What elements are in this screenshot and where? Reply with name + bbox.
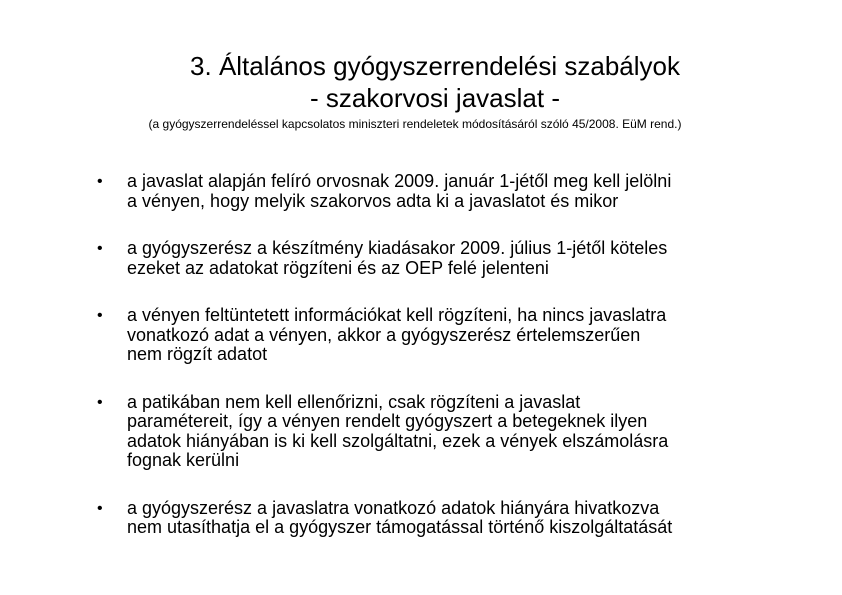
list-item xyxy=(95,239,795,278)
list-item xyxy=(95,393,795,471)
list-item xyxy=(95,499,795,538)
bullet-icon: • xyxy=(97,173,103,190)
list-item-text: a gyógyszerész a javaslatra vonatkozó adatok hiányára hivatkozva nem utasíthatja el a gyógyszer támogatással történő kiszolgáltatását xyxy=(127,497,673,537)
bullet-list xyxy=(95,172,795,538)
list-item-text: a gyógyszerész a készítmény kiadásakor 2009. július 1-jétől köteles ezeket az adatokat rögzíteni és az OEP felé jelenteni xyxy=(127,238,668,278)
bullet-icon: • xyxy=(97,307,103,324)
list-item-text: a javaslat alapján felíró orvosnak 2009. január 1-jétől meg kell jelölni a vényen, hogy melyik szakorvos adta ki a javaslatot és mikor xyxy=(127,171,672,211)
bullet-icon: • xyxy=(97,393,103,411)
list-item-text: a vényen feltüntetett információkat kell rögzíteni, ha nincs javaslatra vonatkozó adat a vényen, akkor a gyógyszerész értelemszerűen nem rögzít adatot xyxy=(127,305,667,364)
list-item-text: a patikában nem kell ellenőrizni, csak rögzíteni a javaslat paramétereit, így a vényen rendelt gyógyszert a betegeknek ilyen adatok hiányában is ki kell szolgáltatni, ezek a vények elszámolásra fognak kerülni xyxy=(127,391,669,470)
page-subtitle-heading: - szakorvosi javaslat - xyxy=(310,83,560,113)
bullet-icon: • xyxy=(97,499,103,517)
page-title: 3. Általános gyógyszerrendelési szabályok xyxy=(190,51,680,81)
list-item xyxy=(95,172,795,211)
list-item xyxy=(95,306,795,365)
bullet-icon: • xyxy=(97,240,103,257)
regulation-reference: (a gyógyszerrendeléssel kapcsolatos miniszteri rendeletek módosításáról szóló 45/2008. EüM rend.) xyxy=(148,117,682,131)
